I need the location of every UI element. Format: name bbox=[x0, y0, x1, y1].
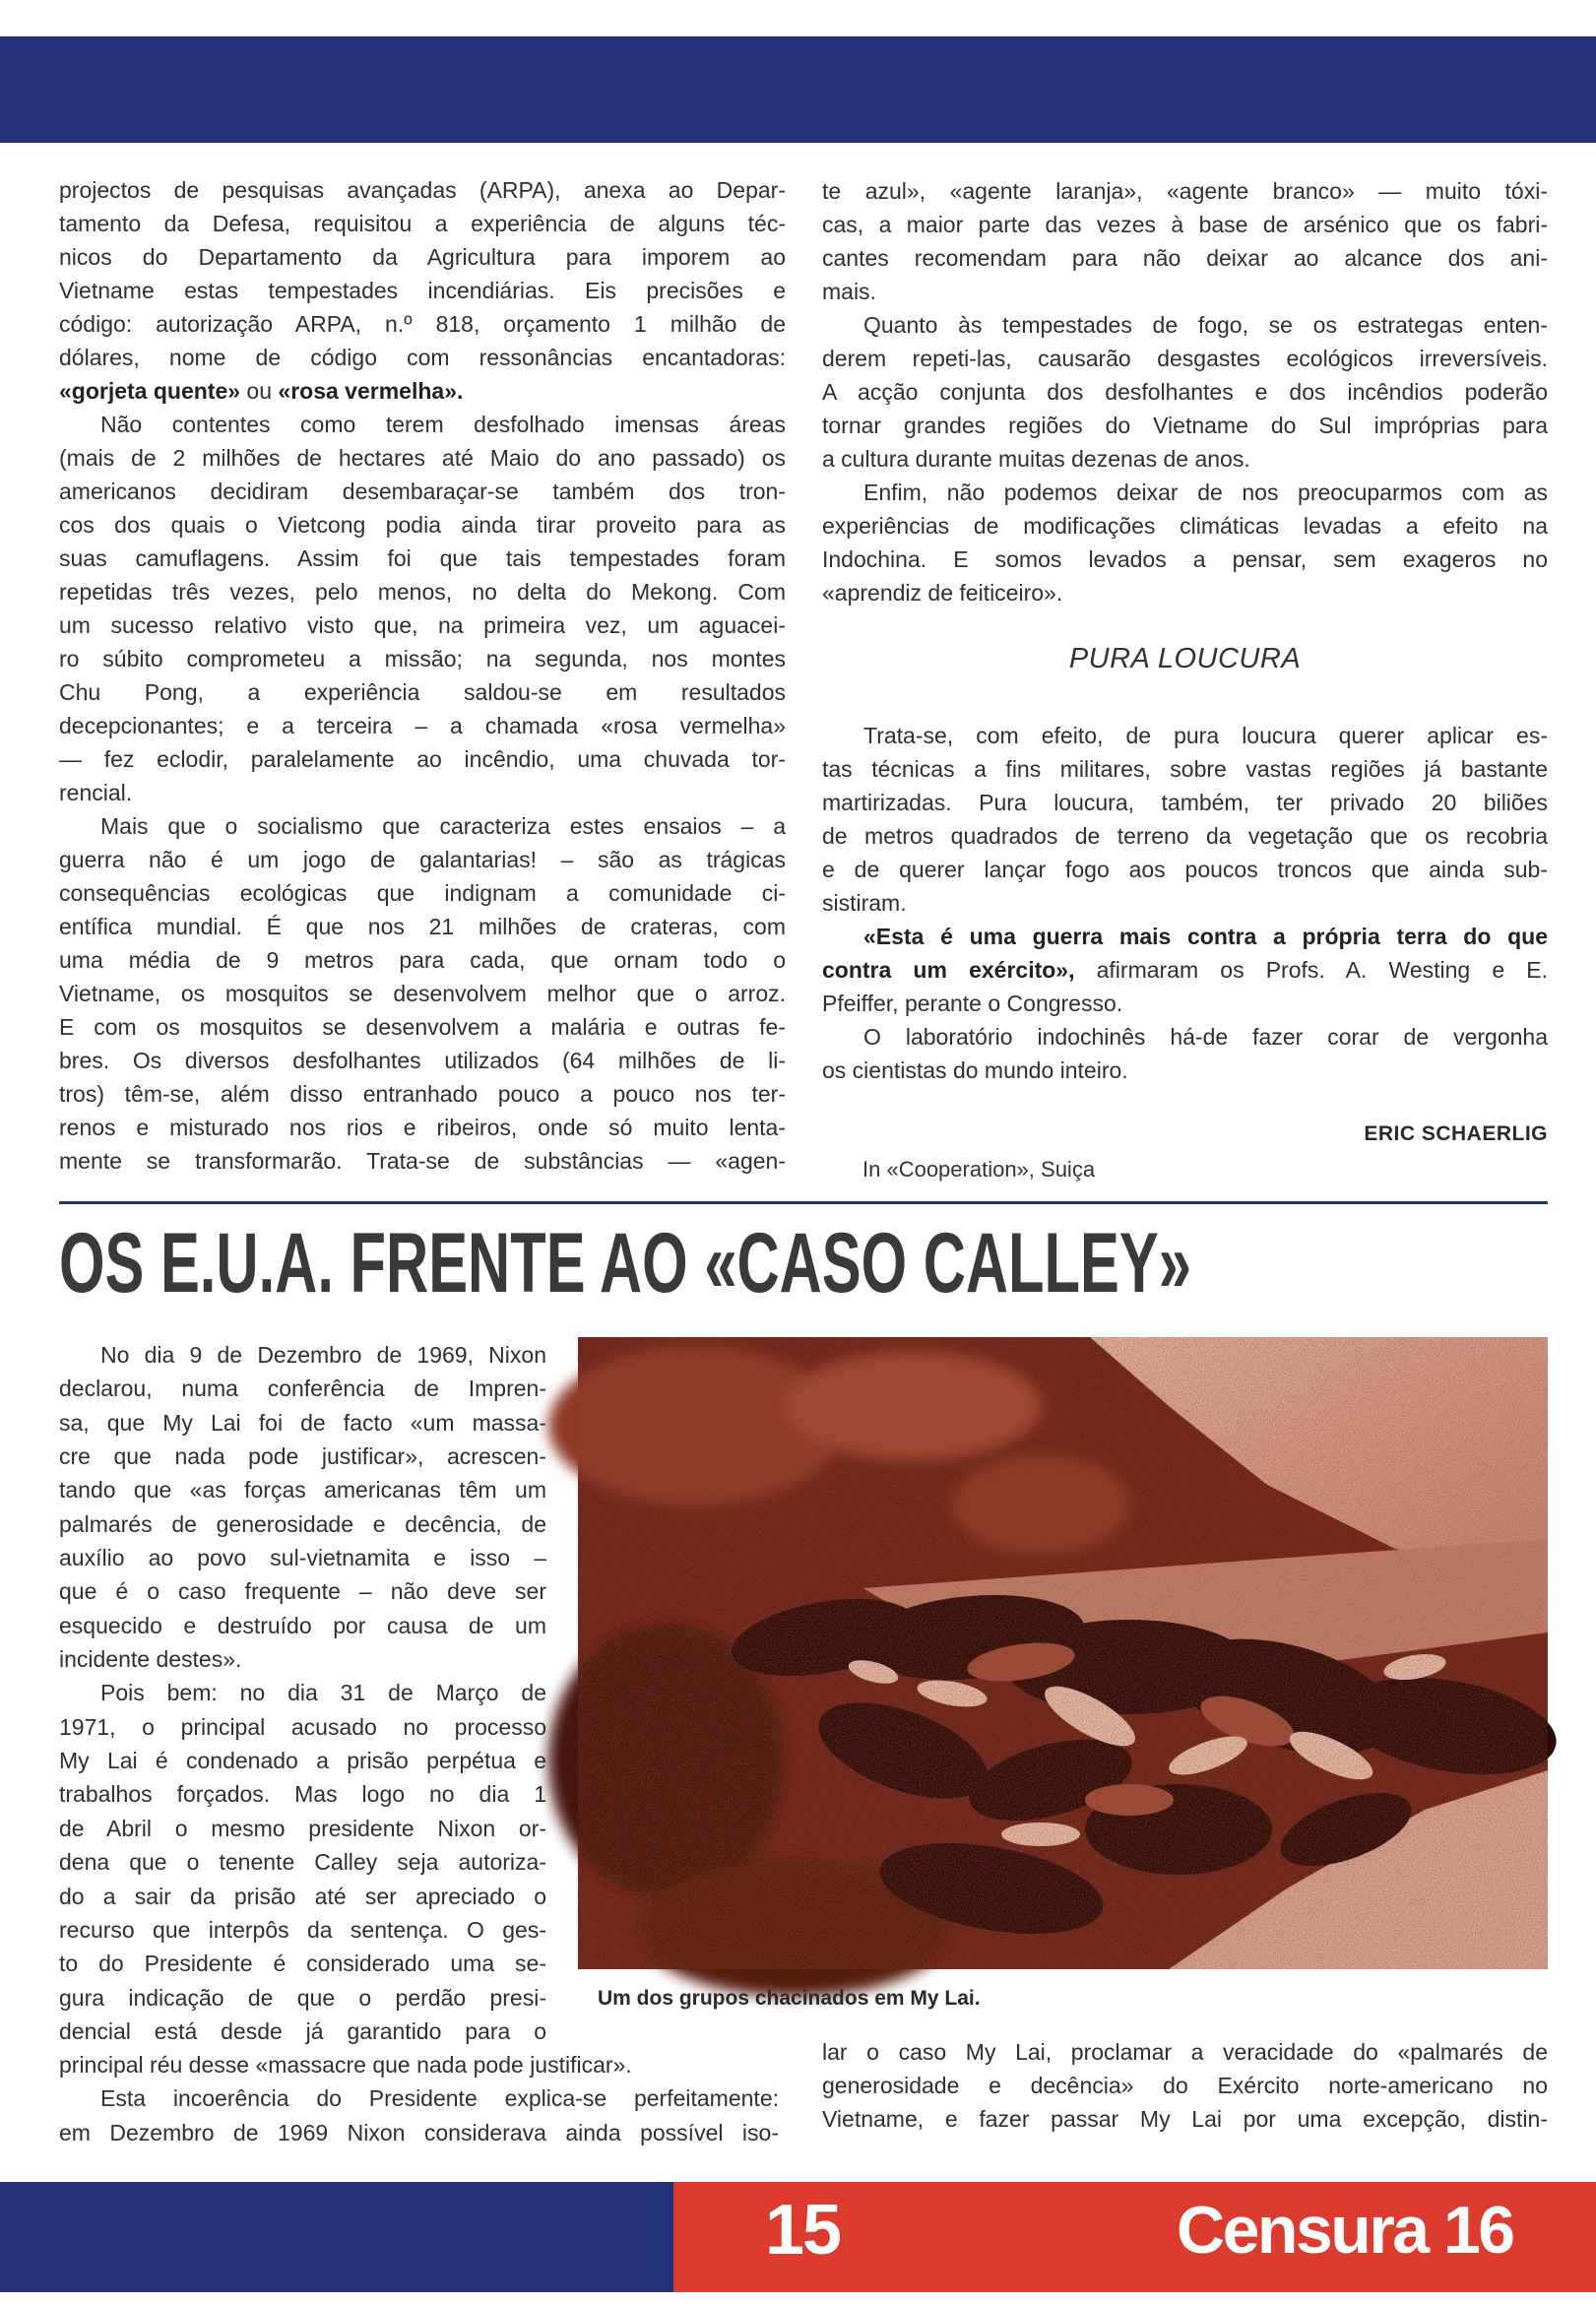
text-line: to do Presidente é considerado uma se- bbox=[59, 1951, 546, 1977]
article-right-column bbox=[822, 2035, 1548, 2136]
text-line: Indochina. E somos levados a pensar, sem exageros no bbox=[822, 546, 1548, 572]
text-line: tornar grandes regiões do Vietname do Sul impróprias para bbox=[822, 413, 1548, 438]
text-line: uma média de 9 metros para cada, que ornam todo o bbox=[59, 947, 786, 973]
text-line: Chu Pong, a experiência saldou-se em resultados bbox=[59, 679, 786, 705]
text-line: suas camuflagens. Assim foi que tais tempestades foram bbox=[59, 545, 786, 571]
text-line bbox=[822, 920, 1548, 953]
text-line: mente se transformarão. Trata-se de substâncias — «agen- bbox=[59, 1148, 786, 1174]
top-article-left-column bbox=[59, 173, 786, 1178]
top-article-right-column-continued bbox=[822, 719, 1548, 1087]
text-line: guerra não é um jogo de galantarias! – são as trágicas bbox=[59, 847, 786, 872]
text-line: tamento da Defesa, requisitou a experiência de alguns téc- bbox=[59, 211, 786, 236]
text-line: Esta incoerência do Presidente explica-se perfeitamente: bbox=[100, 2085, 779, 2112]
text-line: Trata-se, com efeito, de pura loucura querer aplicar es- bbox=[863, 723, 1548, 748]
text-line: esquecido e destruído por causa de um bbox=[59, 1612, 546, 1638]
text-line: No dia 9 de Dezembro de 1969, Nixon bbox=[100, 1342, 546, 1368]
paragraph bbox=[59, 809, 786, 1178]
section-subheading: PURA LOUCURA bbox=[1068, 643, 1302, 674]
paragraph bbox=[59, 408, 786, 809]
bold-text: «gorjeta quente» bbox=[59, 378, 241, 404]
text-line: Vietname, os mosquitos se desenvolvem melhor que o arroz. bbox=[59, 981, 786, 1006]
top-article-right-column bbox=[822, 174, 1548, 609]
paragraph bbox=[59, 2048, 779, 2081]
text-line: cantes recomendam para não deixar ao alcance dos ani- bbox=[822, 245, 1548, 271]
text-line: consequências ecológicas que indignam a comunidade ci- bbox=[59, 880, 786, 906]
source-credit: In «Cooperation», Suiça bbox=[862, 1157, 1096, 1182]
text-line: derem repeti-las, causarão desgastes ecológicos irreversíveis. bbox=[822, 346, 1548, 371]
article-left-column bbox=[59, 1338, 546, 2048]
text-line: principal réu desse «massacre que nada pode justificar». bbox=[59, 2052, 632, 2078]
text-line: palmarés de generosidade e decência, de bbox=[59, 1510, 546, 1537]
text-line bbox=[822, 953, 1548, 987]
text-line: gura indicação de que o perdão presi- bbox=[59, 1984, 546, 2011]
paragraph bbox=[59, 1676, 546, 2048]
text-line: dena que o tenente Calley seja autoriza- bbox=[59, 1849, 546, 1876]
text-line: trabalhos forçados. Mas logo no dia 1 bbox=[59, 1781, 546, 1808]
paragraph bbox=[59, 173, 786, 408]
text-line: Pois bem: no dia 31 de Março de bbox=[100, 1680, 546, 1706]
text-line: O laboratório indochinês há-de fazer corar de vergonha bbox=[863, 1024, 1548, 1050]
text-line: incidente destes». bbox=[59, 1646, 242, 1673]
text-line: cas, a maior parte das vezes à base de arsénico que os fabri- bbox=[822, 212, 1548, 237]
paragraph bbox=[822, 308, 1548, 476]
text-line: um sucesso relativo visto que, na primeira vez, um aguacei- bbox=[59, 612, 786, 638]
text-line: em Dezembro de 1969 Nixon considerava ainda possível iso- bbox=[59, 2119, 779, 2145]
paragraph bbox=[822, 476, 1548, 609]
text-line: lar o caso My Lai, proclamar a veracidade do «palmarés de bbox=[822, 2039, 1548, 2065]
text-line: E com os mosquitos se desenvolvem a malária e outras fe- bbox=[59, 1014, 786, 1040]
paragraph bbox=[822, 920, 1548, 1020]
text-line: declarou, numa conferência de Impren- bbox=[59, 1376, 546, 1402]
page-number: 15 bbox=[764, 2191, 841, 2270]
text-line: Vietname, e fazer passar My Lai por uma excepção, distin- bbox=[822, 2106, 1548, 2132]
text-line: sa, que My Lai foi de facto «um massa- bbox=[59, 1409, 546, 1436]
text-span: ou bbox=[240, 378, 279, 404]
paragraph bbox=[822, 719, 1548, 920]
paragraph bbox=[822, 2035, 1548, 2136]
author-byline: ERIC SCHAERLIG bbox=[1364, 1122, 1548, 1145]
text-span: afirmaram os Profs. A. Westing e E. bbox=[1074, 957, 1549, 983]
text-line: (mais de 2 milhões de hectares até Maio do ano passado) os bbox=[59, 445, 786, 471]
text-line: tando que «as forças americanas têm um bbox=[59, 1477, 546, 1504]
top-color-band bbox=[0, 36, 1596, 143]
text-line: 1971, o principal acusado no processo bbox=[59, 1713, 546, 1740]
text-line: My Lai é condenado a prisão perpétua e bbox=[59, 1748, 546, 1774]
article-headline: OS E.U.A. FRENTE AO «CASO CALLEY» bbox=[59, 1216, 1191, 1311]
paragraph bbox=[59, 1338, 546, 1676]
text-line: recurso que interpôs da sentença. O ges- bbox=[59, 1916, 546, 1943]
text-line: nicos do Departamento da Agricultura para imporem ao bbox=[59, 244, 786, 270]
massacre-photo bbox=[578, 1337, 1548, 1969]
text-line: Mais que o socialismo que caracteriza estes ensaios – a bbox=[100, 813, 786, 839]
text-line: cos dos quais o Vietcong podia ainda tirar proveito para as bbox=[59, 512, 786, 538]
paragraph bbox=[59, 2081, 779, 2149]
text-line: Vietname estas tempestades incendiárias. Eis precisões e bbox=[59, 278, 786, 303]
text-line: decepcionantes; e a terceira – a chamada «rosa vermelha» bbox=[59, 713, 786, 738]
text-line: que é o caso frequente – não deve ser bbox=[59, 1578, 546, 1605]
text-line: e de querer lançar fogo aos poucos troncos que ainda sub- bbox=[822, 857, 1548, 882]
text-line: martirizadas. Pura loucura, também, ter privado 20 biliões bbox=[822, 790, 1548, 815]
text-line: de metros quadrados de terreno da vegetação que os recobria bbox=[822, 823, 1548, 849]
text-line: bres. Os diversos desfolhantes utilizados (64 milhões de li- bbox=[59, 1048, 786, 1073]
text-line: te azul», «agente laranja», «agente branco» — muito tóxi- bbox=[822, 178, 1548, 204]
text-line: entífica mundial. É que nos 21 milhões de crateras, com bbox=[59, 914, 786, 939]
text-line: Enfim, não podemos deixar de nos preocuparmos com as bbox=[863, 480, 1548, 505]
text-line: de Abril o mesmo presidente Nixon or- bbox=[59, 1815, 546, 1841]
text-line: «aprendiz de feiticeiro». bbox=[822, 580, 1063, 606]
photo-grain bbox=[578, 1337, 1548, 1969]
text-line: A acção conjunta dos desfolhantes e dos incêndios poderão bbox=[822, 379, 1548, 405]
text-line: ro súbito comprometeu a missão; na segunda, nos montes bbox=[59, 646, 786, 672]
text-line: cre que nada pode justificar», acrescen- bbox=[59, 1443, 546, 1470]
text-line: tros) têm-se, além disso entranhado pouco a pouco nos ter- bbox=[59, 1081, 786, 1107]
text-line bbox=[59, 374, 786, 408]
text-line: rencial. bbox=[59, 780, 133, 805]
text-line: Não contentes como terem desfolhado imensas áreas bbox=[100, 412, 786, 437]
text-line: a cultura durante muitas dezenas de anos. bbox=[822, 446, 1250, 472]
text-line: dólares, nome de código com ressonâncias encantadoras: bbox=[59, 345, 786, 370]
headline-block bbox=[59, 1216, 1221, 1311]
section-divider bbox=[59, 1201, 1548, 1204]
text-line: projectos de pesquisas avançadas (ARPA), anexa ao Depar- bbox=[59, 177, 786, 203]
paragraph bbox=[822, 1020, 1548, 1087]
bold-text: «rosa vermelha». bbox=[278, 378, 464, 404]
text-line: repetidas três vezes, pelo menos, no delta do Mekong. Com bbox=[59, 579, 786, 605]
paragraph bbox=[822, 174, 1548, 308]
text-line: do a sair da prisão até ser apreciado o bbox=[59, 1883, 546, 1909]
text-line: sistiram. bbox=[822, 890, 907, 916]
article-left-column-wide bbox=[59, 2048, 779, 2149]
text-line: experiências de modificações climáticas levadas a efeito na bbox=[822, 513, 1548, 539]
text-line: generosidade e decência» do Exército norte-americano no bbox=[822, 2073, 1548, 2098]
text-line: mais. bbox=[822, 279, 876, 304]
text-line: americanos decidiram desembaraçar-se também dos tron- bbox=[59, 479, 786, 504]
text-line: — fez eclodir, paralelamente ao incêndio, uma chuvada tor- bbox=[59, 746, 786, 772]
text-line: auxílio ao povo sul-vietnamita e isso – bbox=[59, 1545, 546, 1571]
text-line: renos e misturado nos rios e ribeiros, onde só muito lenta- bbox=[59, 1115, 786, 1140]
magazine-title: Censura 16 bbox=[1177, 2193, 1513, 2268]
text-line: os cientistas do mundo inteiro. bbox=[822, 1057, 1128, 1083]
text-line: tas técnicas a fins militares, sobre vastas regiões já bastante bbox=[822, 756, 1548, 782]
photo-caption: Um dos grupos chacinados em My Lai. bbox=[598, 1987, 981, 2010]
text-line: Quanto às tempestades de fogo, se os estrategas enten- bbox=[863, 312, 1548, 338]
text-line: Pfeiffer, perante o Congresso. bbox=[822, 991, 1123, 1016]
text-line: código: autorização ARPA, n.º 818, orçamento 1 milhão de bbox=[59, 311, 786, 337]
bold-text: contra um exército», bbox=[822, 957, 1075, 983]
text-line: dencial está desde já garantido para o bbox=[59, 2017, 546, 2044]
bold-text: «Esta é uma guerra mais contra a própria terra do que bbox=[863, 924, 1548, 949]
